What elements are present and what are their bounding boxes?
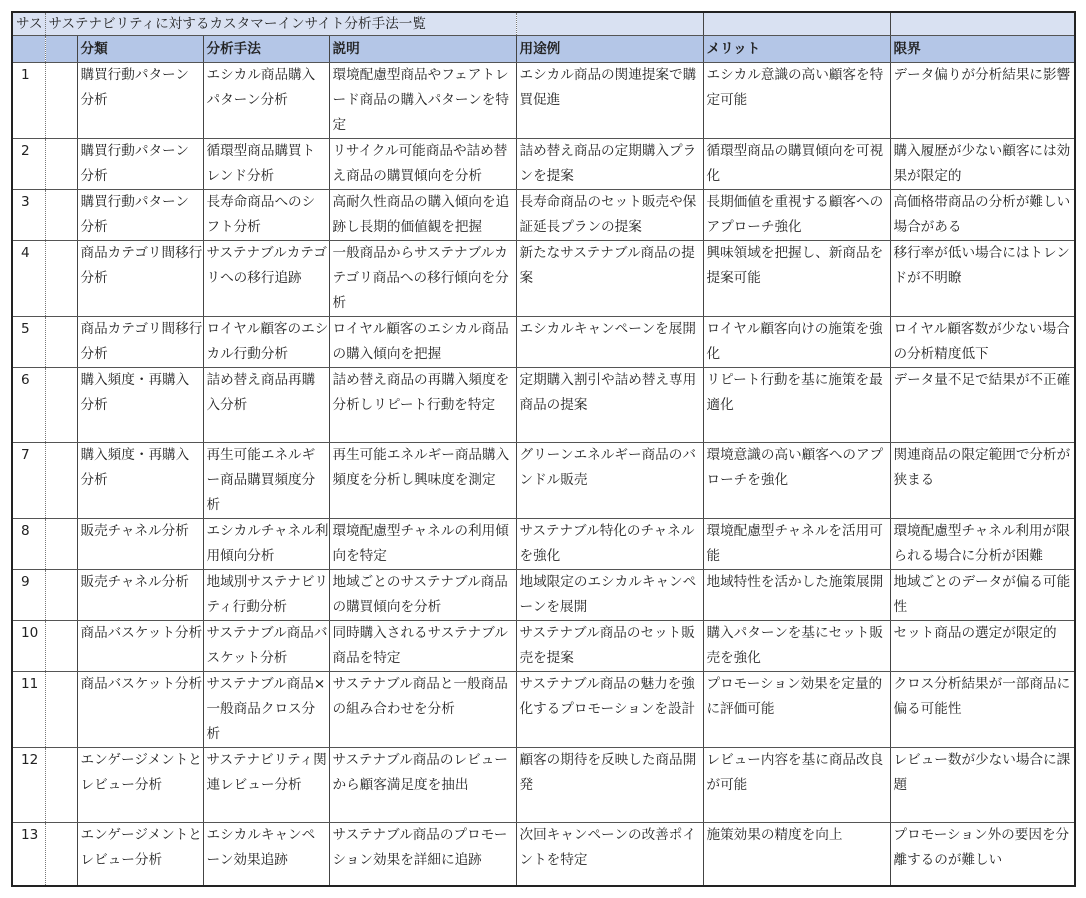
limitation-cell[interactable]: ロイヤル顧客数が少ない場合の分析精度低下 [890, 317, 1074, 368]
header-blank-cell[interactable] [45, 36, 77, 63]
limitation-cell[interactable]: 環境配慮型チャネル利用が限られる場合に分析が困難 [890, 519, 1074, 570]
category-cell[interactable]: 購買行動パターン分析 [77, 190, 203, 241]
method-cell[interactable]: サステナブル商品×一般商品クロス分析 [203, 672, 329, 748]
description-cell[interactable]: ロイヤル顧客のエシカル商品の購入傾向を把握 [329, 317, 516, 368]
use-case-cell[interactable]: サステナブル商品の魅力を強化するプロモーションを設計 [516, 672, 703, 748]
description-cell[interactable]: 再生可能エネルギー商品購入頻度を分析し興味度を測定 [329, 443, 516, 519]
limitation-cell[interactable]: セット商品の選定が限定的 [890, 621, 1074, 672]
table-row [13, 139, 1074, 190]
use-case-cell[interactable]: エシカルキャンペーンを展開 [516, 317, 703, 368]
limitation-cell[interactable]: データ量不足で結果が不正確 [890, 368, 1074, 443]
row-number[interactable]: 4 [13, 241, 45, 317]
header-merit[interactable]: メリット [703, 36, 890, 63]
header-limitation[interactable]: 限界 [890, 36, 1074, 63]
blank-cell[interactable] [45, 241, 77, 317]
description-cell[interactable]: 環境配慮型チャネルの利用傾向を特定 [329, 519, 516, 570]
use-case-cell[interactable]: 次回キャンペーンの改善ポイントを特定 [516, 823, 703, 888]
limitation-cell[interactable]: 地域ごとのデータが偏る可能性 [890, 570, 1074, 621]
table-row [13, 368, 1074, 443]
description-cell[interactable]: サステナブル商品と一般商品の組み合わせを分析 [329, 672, 516, 748]
category-cell[interactable]: 商品バスケット分析 [77, 621, 203, 672]
header-row [13, 36, 1074, 63]
table-row [13, 823, 1074, 888]
row-number[interactable]: 9 [13, 570, 45, 621]
table-row [13, 570, 1074, 621]
use-case-cell[interactable]: 新たなサステナブル商品の提案 [516, 241, 703, 317]
table-row [13, 519, 1074, 570]
title-empty-cell[interactable] [516, 13, 703, 36]
row-number[interactable]: 6 [13, 368, 45, 443]
blank-cell[interactable] [45, 190, 77, 241]
category-cell[interactable]: 購入頻度・再購入分析 [77, 368, 203, 443]
row-number[interactable]: 5 [13, 317, 45, 368]
use-case-cell[interactable]: 詰め替え商品の定期購入プランを提案 [516, 139, 703, 190]
merit-cell[interactable]: 循環型商品の購買傾向を可視化 [703, 139, 890, 190]
blank-cell[interactable] [45, 139, 77, 190]
method-cell[interactable]: エシカル商品購入パターン分析 [203, 63, 329, 139]
blank-cell[interactable] [45, 519, 77, 570]
sheet-title[interactable]: サステナビリティに対するカスタマーインサイト分析手法一覧 [45, 13, 516, 36]
table-row [13, 190, 1074, 241]
limitation-cell[interactable]: 関連商品の限定範囲で分析が狭まる [890, 443, 1074, 519]
table-row [13, 672, 1074, 748]
use-case-cell[interactable]: サステナブル特化のチャネルを強化 [516, 519, 703, 570]
merit-cell[interactable]: 環境意識の高い顧客へのアプローチを強化 [703, 443, 890, 519]
blank-cell[interactable] [45, 672, 77, 748]
header-description[interactable]: 説明 [329, 36, 516, 63]
table-row [13, 63, 1074, 139]
use-case-cell[interactable]: サステナブル商品のセット販売を提案 [516, 621, 703, 672]
header-blank-cell[interactable] [13, 36, 45, 63]
row-number[interactable]: 1 [13, 63, 45, 139]
table-row [13, 241, 1074, 317]
method-cell[interactable]: 再生可能エネルギー商品購買頻度分析 [203, 443, 329, 519]
blank-cell[interactable] [45, 570, 77, 621]
use-case-cell[interactable]: 長寿命商品のセット販売や保証延長プランの提案 [516, 190, 703, 241]
header-use-case[interactable]: 用途例 [516, 36, 703, 63]
row-number[interactable]: 8 [13, 519, 45, 570]
row-number[interactable]: 11 [13, 672, 45, 748]
title-empty-cell[interactable] [890, 13, 1074, 36]
description-cell[interactable]: サステナブル商品のプロモーション効果を詳細に追跡 [329, 823, 516, 888]
method-cell[interactable]: サステナブル商品バスケット分析 [203, 621, 329, 672]
method-cell[interactable]: 詰め替え商品再購入分析 [203, 368, 329, 443]
category-cell[interactable]: 販売チャネル分析 [77, 570, 203, 621]
method-cell[interactable]: ロイヤル顧客のエシカル行動分析 [203, 317, 329, 368]
merit-cell[interactable]: 興味領域を把握し、新商品を提案可能 [703, 241, 890, 317]
method-cell[interactable]: サステナブルカテゴリへの移行追跡 [203, 241, 329, 317]
header-method[interactable]: 分析手法 [203, 36, 329, 63]
method-cell[interactable]: サステナビリティ関連レビュー分析 [203, 748, 329, 823]
blank-cell[interactable] [45, 63, 77, 139]
category-cell[interactable]: 購買行動パターン分析 [77, 139, 203, 190]
method-cell[interactable]: エシカルキャンペーン効果追跡 [203, 823, 329, 888]
category-cell[interactable]: 商品カテゴリ間移行分析 [77, 317, 203, 368]
merit-cell[interactable]: 地域特性を活かした施策展開 [703, 570, 890, 621]
category-cell[interactable]: 販売チャネル分析 [77, 519, 203, 570]
table-row [13, 748, 1074, 823]
merit-cell[interactable]: ロイヤル顧客向けの施策を強化 [703, 317, 890, 368]
use-case-cell[interactable]: グリーンエネルギー商品のバンドル販売 [516, 443, 703, 519]
title-row [13, 13, 1074, 36]
limitation-cell[interactable]: 高価格帯商品の分析が難しい場合がある [890, 190, 1074, 241]
spreadsheet [11, 11, 1076, 887]
category-cell[interactable]: エンゲージメントとレビュー分析 [77, 748, 203, 823]
method-cell[interactable]: 長寿命商品へのシフト分析 [203, 190, 329, 241]
limitation-cell[interactable]: 移行率が低い場合にはトレンドが不明瞭 [890, 241, 1074, 317]
header-category[interactable]: 分類 [77, 36, 203, 63]
merit-cell[interactable]: 施策効果の精度を向上 [703, 823, 890, 888]
method-cell[interactable]: 地域別サステナビリティ行動分析 [203, 570, 329, 621]
row-number[interactable]: 10 [13, 621, 45, 672]
description-cell[interactable]: サステナブル商品のレビューから顧客満足度を抽出 [329, 748, 516, 823]
description-cell[interactable]: 一般商品からサステナブルカテゴリ商品への移行傾向を分析 [329, 241, 516, 317]
blank-cell[interactable] [45, 443, 77, 519]
row-number[interactable]: 12 [13, 748, 45, 823]
blank-cell[interactable] [45, 823, 77, 888]
merit-cell[interactable]: プロモーション効果を定量的に評価可能 [703, 672, 890, 748]
method-cell[interactable]: エシカルチャネル利用傾向分析 [203, 519, 329, 570]
description-cell[interactable]: リサイクル可能商品や詰め替え商品の購買傾向を分析 [329, 139, 516, 190]
use-case-cell[interactable]: エシカル商品の関連提案で購買促進 [516, 63, 703, 139]
category-cell[interactable]: 購買行動パターン分析 [77, 63, 203, 139]
description-cell[interactable]: 高耐久性商品の購入傾向を追跡し長期的価値観を把握 [329, 190, 516, 241]
merit-cell[interactable]: エシカル意識の高い顧客を特定可能 [703, 63, 890, 139]
merit-cell[interactable]: 購入パターンを基にセット販売を強化 [703, 621, 890, 672]
description-cell[interactable]: 環境配慮型商品やフェアトレード商品の購入パターンを特定 [329, 63, 516, 139]
table-row [13, 443, 1074, 519]
blank-cell[interactable] [45, 317, 77, 368]
category-cell[interactable]: 商品バスケット分析 [77, 672, 203, 748]
merit-cell[interactable]: リピート行動を基に施策を最適化 [703, 368, 890, 443]
limitation-cell[interactable]: データ偏りが分析結果に影響 [890, 63, 1074, 139]
row-number[interactable]: 3 [13, 190, 45, 241]
category-cell[interactable]: 購入頻度・再購入分析 [77, 443, 203, 519]
description-cell[interactable]: 同時購入されるサステナブル商品を特定 [329, 621, 516, 672]
method-cell[interactable]: 循環型商品購買トレンド分析 [203, 139, 329, 190]
blank-cell[interactable] [45, 748, 77, 823]
category-cell[interactable]: エンゲージメントとレビュー分析 [77, 823, 203, 888]
description-cell[interactable]: 地域ごとのサステナブル商品の購買傾向を分析 [329, 570, 516, 621]
blank-cell[interactable] [45, 621, 77, 672]
merit-cell[interactable]: 長期価値を重視する顧客へのアプローチ強化 [703, 190, 890, 241]
merit-cell[interactable]: レビュー内容を基に商品改良が可能 [703, 748, 890, 823]
title-empty-cell[interactable] [703, 13, 890, 36]
category-cell[interactable]: 商品カテゴリ間移行分析 [77, 241, 203, 317]
use-case-cell[interactable]: 顧客の期待を反映した商品開発 [516, 748, 703, 823]
merit-cell[interactable]: 環境配慮型チャネルを活用可能 [703, 519, 890, 570]
row-number[interactable]: 2 [13, 139, 45, 190]
title-fragment-cell[interactable]: サス [13, 13, 45, 36]
description-cell[interactable]: 詰め替え商品の再購入頻度を分析しリピート行動を特定 [329, 368, 516, 443]
row-number[interactable]: 13 [13, 823, 45, 888]
table-row [13, 621, 1074, 672]
blank-cell[interactable] [45, 368, 77, 443]
use-case-cell[interactable]: 定期購入割引や詰め替え専用商品の提案 [516, 368, 703, 443]
limitation-cell[interactable]: プロモーション外の要因を分離するのが難しい [890, 823, 1074, 888]
use-case-cell[interactable]: 地域限定のエシカルキャンペーンを展開 [516, 570, 703, 621]
limitation-cell[interactable]: クロス分析結果が一部商品に偏る可能性 [890, 672, 1074, 748]
limitation-cell[interactable]: 購入履歴が少ない顧客には効果が限定的 [890, 139, 1074, 190]
limitation-cell[interactable]: レビュー数が少ない場合に課題 [890, 748, 1074, 823]
table-row [13, 317, 1074, 368]
row-number[interactable]: 7 [13, 443, 45, 519]
analysis-table [13, 13, 1074, 887]
